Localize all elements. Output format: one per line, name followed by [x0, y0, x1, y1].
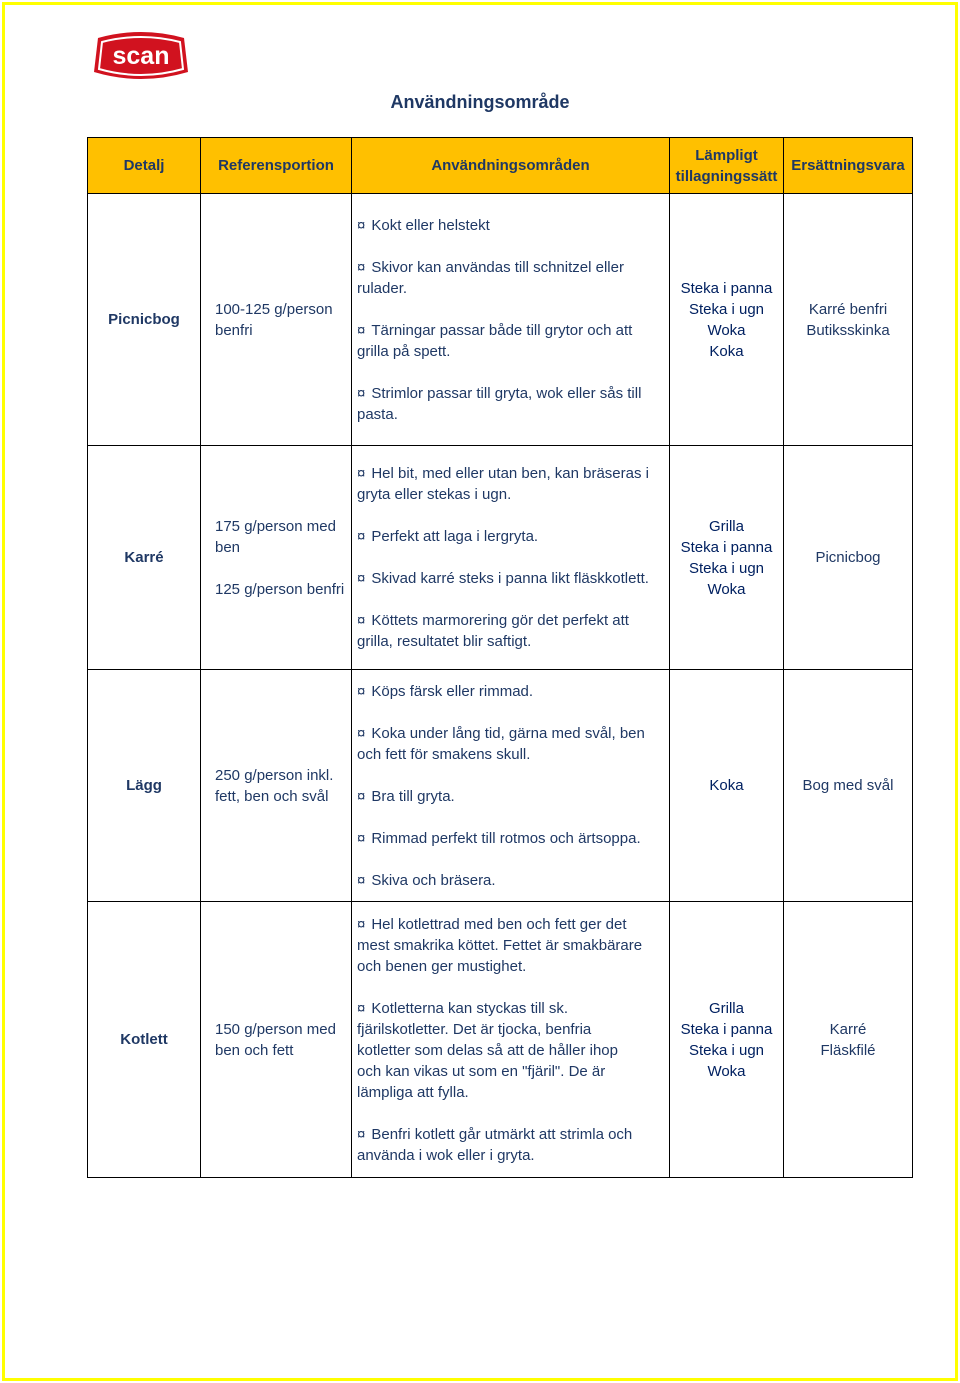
bullet-icon: ¤ [357, 612, 366, 629]
substitute-cell [784, 194, 913, 446]
bullet-icon: ¤ [357, 999, 366, 1017]
bullet-icon: ¤ [357, 871, 366, 889]
bullet-icon: ¤ [357, 1125, 366, 1143]
use-text: Köps färsk eller rimmad. [371, 682, 534, 700]
header-uses: Användningsområden [352, 138, 670, 194]
reference-line: 250 g/person inkl. [215, 766, 334, 784]
reference-cell [201, 446, 352, 670]
use-text: Skiva och bräsera. [371, 871, 496, 889]
scan-logo [92, 28, 190, 84]
header-row [88, 138, 913, 194]
method-item: Steka i panna [680, 538, 773, 556]
reference-spacer [215, 558, 345, 579]
document-title: Användningsområde [390, 92, 570, 112]
use-text: grilla på spett. [357, 342, 451, 360]
method-item: Woka [707, 580, 746, 598]
use-text: använda i wok eller i gryta. [357, 1146, 535, 1164]
use-text: och kan vikas ut som en "fjäril". De är [357, 1062, 606, 1080]
table-row-picnicbog [88, 194, 913, 446]
use-item [357, 681, 661, 702]
use-item [357, 723, 661, 765]
reference-line: 150 g/person med [215, 1020, 336, 1038]
substitute-item: Karré [829, 1020, 867, 1038]
logo-text: scan [112, 42, 170, 70]
header-method [670, 138, 784, 194]
use-item [357, 786, 661, 807]
reference-cell [201, 194, 352, 446]
usage-table [87, 137, 913, 1178]
reference-line: 125 g/person benfri [215, 580, 345, 598]
substitute-item: Picnicbog [815, 549, 881, 566]
use-text: och fett för smakens skull. [357, 745, 531, 763]
use-text: Benfri kotlett går utmärkt att strimla och [371, 1125, 633, 1143]
use-text: Perfekt att laga i lergryta. [371, 528, 539, 545]
use-text: Kotletterna kan styckas till sk. [371, 999, 569, 1017]
use-item [357, 215, 661, 236]
detail-cell: Kotlett [88, 902, 201, 1178]
substitute-item: Karré benfri [808, 300, 888, 318]
use-text: Rimmad perfekt till rotmos och ärtsoppa. [371, 829, 641, 847]
header-substitute: Ersättningsvara [784, 138, 913, 194]
bullet-icon: ¤ [357, 724, 366, 742]
use-text: Skivad karré steks i panna likt fläskkotlett. [371, 570, 649, 587]
reference-cell [201, 670, 352, 902]
use-item [357, 257, 661, 299]
table-row-lagg [88, 670, 913, 902]
use-text: och benen ger mustighet. [357, 957, 527, 975]
uses-cell [352, 902, 670, 1178]
use-text: rulader. [357, 279, 408, 297]
bullet-icon: ¤ [357, 915, 366, 933]
uses-cell [352, 446, 670, 670]
table-row-kotlett [88, 902, 913, 1178]
bullet-icon: ¤ [357, 216, 366, 234]
detail-cell: Karré [88, 446, 201, 670]
use-text: Hel bit, med eller utan ben, kan bräseras i [371, 465, 649, 482]
substitute-cell [784, 670, 913, 902]
use-text: Hel kotlettrad med ben och fett ger det [371, 915, 627, 933]
header-method-line-1: Lämpligt [695, 146, 758, 164]
bullet-icon: ¤ [357, 787, 366, 805]
method-item: Woka [707, 1062, 746, 1080]
use-item [357, 870, 661, 891]
substitute-cell [784, 446, 913, 670]
use-text: fjärilskotletter. Det är tjocka, benfria [357, 1020, 592, 1038]
use-item [357, 610, 661, 652]
method-item: Steka i ugn [688, 1041, 765, 1059]
bullet-icon: ¤ [357, 570, 366, 587]
method-item: Woka [707, 321, 746, 339]
method-item: Steka i panna [680, 1020, 773, 1038]
bullet-icon: ¤ [357, 829, 366, 847]
use-text: kotletter som delas så att de håller ihop [357, 1041, 618, 1059]
substitute-cell [784, 902, 913, 1178]
detail-cell: Lägg [88, 670, 201, 902]
table-row-karre [88, 446, 913, 670]
substitute-item: Fläskfilé [820, 1041, 876, 1059]
use-text: Köttets marmorering gör det perfekt att [371, 612, 629, 629]
use-item [357, 383, 661, 425]
use-item [357, 568, 661, 589]
header-method-line-2: tillagningssätt [675, 167, 778, 185]
method-item: Koka [709, 777, 744, 794]
reference-line: 100-125 g/person [215, 300, 333, 318]
reference-line: fett, ben och svål [215, 787, 329, 805]
use-item [357, 1124, 661, 1166]
reference-line: benfri [215, 321, 253, 339]
bullet-icon: ¤ [357, 258, 366, 276]
reference-line: 175 g/person med [215, 517, 336, 535]
use-item [357, 914, 661, 977]
use-text: Kokt eller helstekt [371, 216, 490, 234]
reference-line: ben [215, 538, 241, 556]
header-reference: Referensportion [201, 138, 352, 194]
method-cell [670, 902, 784, 1178]
substitute-item: Bog med svål [802, 777, 894, 794]
header-detail: Detalj [88, 138, 201, 194]
method-item: Grilla [708, 999, 744, 1017]
method-item: Steka i ugn [688, 300, 765, 318]
method-cell [670, 446, 784, 670]
use-text: Skivor kan användas till schnitzel eller [371, 258, 624, 276]
use-item [357, 998, 661, 1103]
use-text: Bra till gryta. [371, 787, 455, 805]
use-text: gryta eller stekas i ugn. [357, 486, 512, 503]
reference-cell [201, 902, 352, 1178]
method-item: Steka i panna [680, 279, 773, 297]
detail-cell: Picnicbog [88, 194, 201, 446]
bullet-icon: ¤ [357, 682, 366, 700]
use-item [357, 320, 661, 362]
bullet-icon: ¤ [357, 384, 366, 402]
method-cell [670, 194, 784, 446]
use-item [357, 526, 661, 547]
bullet-icon: ¤ [357, 321, 366, 339]
uses-cell [352, 194, 670, 446]
method-item: Steka i ugn [688, 559, 765, 577]
use-text: grilla, resultatet blir saftigt. [357, 633, 532, 650]
bullet-icon: ¤ [357, 465, 366, 482]
use-text: lämpliga att fylla. [357, 1083, 469, 1101]
use-text: Koka under lång tid, gärna med svål, ben [371, 724, 645, 742]
use-text: Strimlor passar till gryta, wok eller sås till [371, 384, 642, 402]
use-item [357, 828, 661, 849]
method-item: Koka [709, 342, 744, 360]
reference-line: ben och fett [215, 1041, 294, 1059]
bullet-icon: ¤ [357, 528, 366, 545]
use-text: Tärningar passar både till grytor och att [371, 321, 633, 339]
method-cell [670, 670, 784, 902]
method-item: Grilla [708, 517, 744, 535]
use-item [357, 463, 661, 505]
use-text: mest smakrika köttet. Fettet är smakbärare [357, 936, 643, 954]
use-text: pasta. [357, 405, 398, 423]
substitute-item: Butiksskinka [806, 321, 890, 339]
uses-cell [352, 670, 670, 902]
